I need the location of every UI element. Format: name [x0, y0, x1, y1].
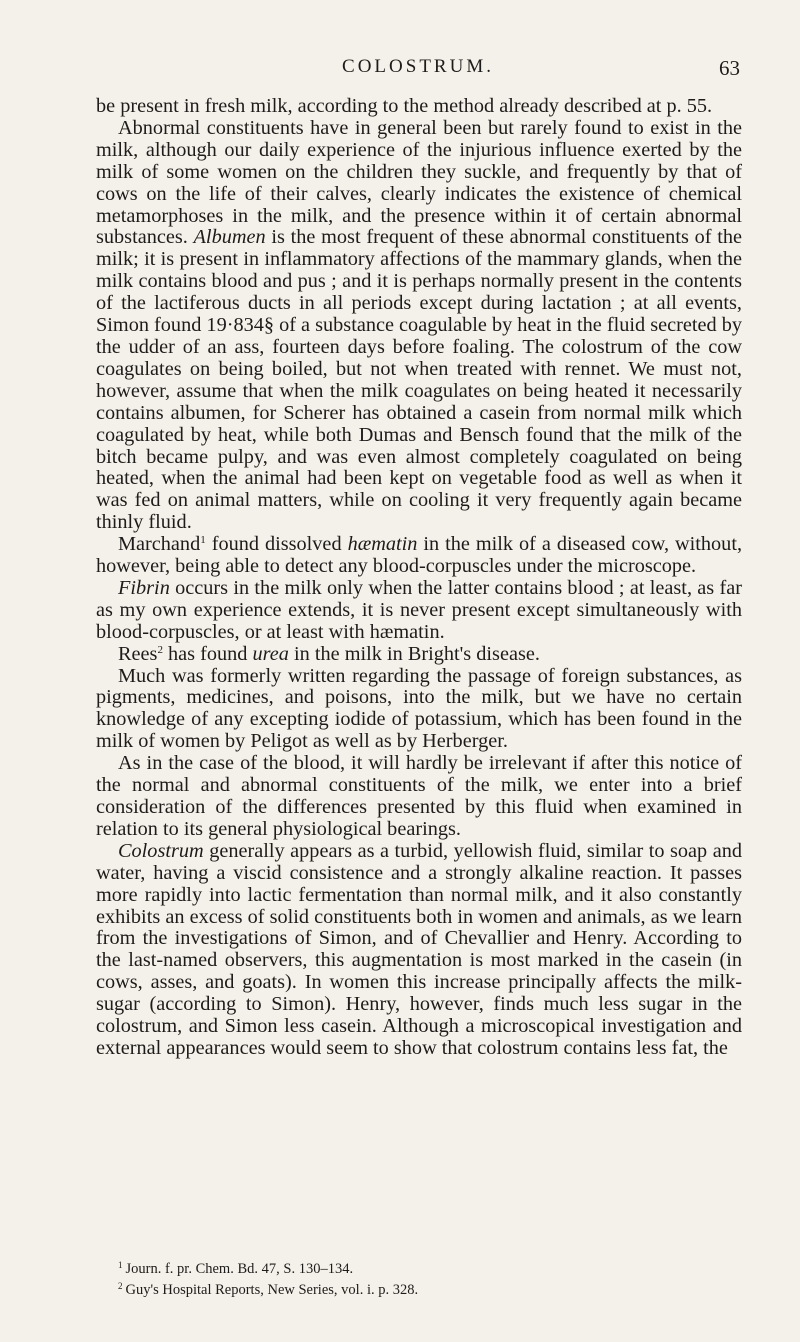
running-head: COLOSTRUM. — [342, 56, 494, 77]
paragraph-urea: Rees$^2$ has found urea in the milk in Bright's disease. — [118, 642, 540, 665]
paragraph-colostrum: Colostrum generally appears as a turbid, yellowish fluid, similar to soap and water, having a viscid consistence and a strongly alkaline reaction. It passes more rapidly into lactic fermentation than normal milk, and it also constantly exhibits an excess of solid constituents both in women and animals, as we learn from the investigations of Simon, and of Chevallier and Henry. According to the last-named observers, this augmentation is most marked in the casein (in cows, asses, and goats). In women this increase principally affects the milk-sugar (according to Simon). Henry, however, finds much less sugar in the colostrum, and Simon less casein. Although a microscopical investigation and external appearances would seem to show that colostrum contains less fat, the — [96, 839, 742, 1059]
urea-term: urea — [252, 642, 289, 665]
body-text — [96, 96, 742, 1060]
footnote: $^1$ Journ. f. pr. Chem. Bd. 47, S. 130–134. — [118, 1260, 354, 1277]
haematin-term: hæmatin — [347, 533, 418, 556]
paragraph-foreign-substances: Much was formerly written regarding the passage of foreign substances, as pigments, medicines, and poisons, into the milk, but we have no certain knowledge of any excepting iodide of potassium, which has been found in the milk of women by Peligot as well as by Herberger. — [96, 664, 742, 753]
fibrin-term: Fibrin — [118, 576, 170, 599]
paragraph-blood-comparison: As in the case of the blood, it will hardly be irrelevant if after this notice of the normal and abnormal constituents of the milk, we enter into a brief consideration of the differences presented by this fluid when examined in relation to its general physiological bearings. — [96, 752, 742, 840]
page-number: 63 — [719, 56, 740, 80]
footnotes — [96, 1257, 742, 1299]
paragraph-haematin: Marchand$^1$ found dissolved hæmatin in the milk of a diseased cow, without, however, being able to detect any blood-corpuscles under the microscope. — [96, 533, 743, 578]
albumen-term: Albumen — [193, 226, 266, 249]
paragraph-continuation: be present in fresh milk, according to the method already described at p. 55. — [96, 95, 713, 117]
page-header — [96, 56, 740, 82]
paragraph-abnormal-constituents: Abnormal constituents have in general been but rarely found to exist in the milk, although our daily experience of the injurious influence exerted by the milk of some women on the children they suckle, and frequently by that of cows on the life of their calves, clearly indicates the existence of chemical metamorphoses in the milk, and the presence within it of certain abnormal substances. Albumen is the most frequent of these abnormal constituents of the milk; it is present in inflammatory affections of the mammary glands, when the milk contains blood and pus ; and it is perhaps normally present in the contents of the lactiferous ducts in all periods except during lactation ; at all events, Simon found 19·834§ of a substance coagulable by heat in the fluid secreted by the udder of an ass, fourteen days before foaling. The colostrum of the cow coagulates on being boiled, but not when treated with rennet. We must not, however, assume that when the milk coagulates on being heated it necessarily contains albumen, for Scherer has obtained a casein from normal milk which coagulated by heat, while both Dumas and Bensch found that the milk of the bitch became pulpy, and was even almost completely coagulated on being heated, when the animal had been kept on vegetable food as well as when it was fed on animal matters, while on cooling it very frequently again became thinly fluid. — [96, 116, 743, 534]
colostrum-term: Colostrum — [118, 839, 204, 862]
paragraph-fibrin: Fibrin occurs in the milk only when the latter contains blood ; at least, as far as my own experience extends, it is never present except simultaneously with blood-corpuscles, or at least with hæmatin. — [96, 576, 742, 643]
footnote-ref-1: 1 — [200, 534, 206, 547]
footnote-ref-2: 2 — [157, 643, 163, 656]
footnote: $^2$ Guy's Hospital Reports, New Series, vol. i. p. 328. — [118, 1281, 419, 1298]
